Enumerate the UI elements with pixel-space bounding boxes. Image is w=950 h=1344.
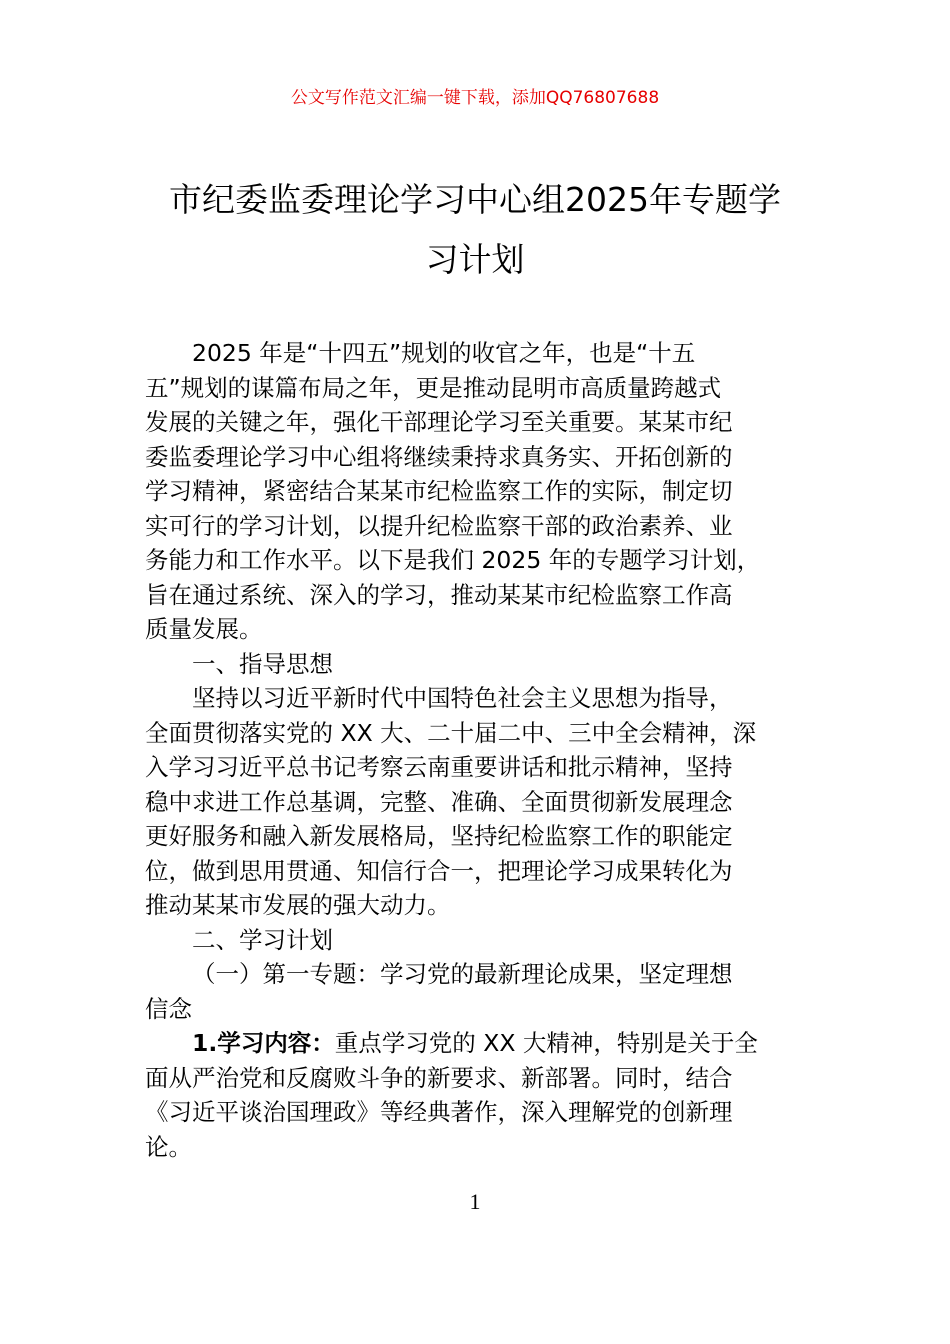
- page-number: 1: [469, 1189, 481, 1214]
- text-line: 《习近平谈治国理政》等经典著作，深入理解党的创新理: [145, 1098, 733, 1126]
- document-title: [0, 170, 950, 290]
- text-line: 稳中求进工作总基调，完整、准确、全面贯彻新发展理念: [145, 787, 733, 816]
- text-line: 2025 年是“十四五”规划的收官之年，也是“十五: [192, 339, 696, 367]
- study-content-paragraph: [145, 1026, 815, 1164]
- text-line: 实可行的学习计划，以提升纪检监察干部的政治素养、业: [145, 511, 733, 540]
- title-line-1: 市纪委监委理论学习中心组2025年专题学: [169, 180, 781, 219]
- heading-text: 一、指导思想: [192, 649, 333, 678]
- text-line: 面从严治党和反腐败斗争的新要求、新部署。同时，结合: [145, 1063, 733, 1092]
- section-heading-guiding-thought: [145, 647, 815, 682]
- text-line: 入学习习近平总书记考察云南重要讲话和批示精神，坚持: [145, 753, 733, 781]
- text-line: 坚持以习近平新时代中国特色社会主义思想为指导，: [192, 684, 733, 712]
- text-line: 信念: [145, 994, 192, 1023]
- text-line: 质量发展。: [145, 615, 263, 643]
- subsection-heading-topic-1: [145, 957, 815, 1026]
- text-line: 委监委理论学习中心组将继续秉持求真务实、开拓创新的: [145, 442, 733, 471]
- section-heading-study-plan: [145, 923, 815, 958]
- text-line: 更好服务和融入新发展格局，坚持纪检监察工作的职能定: [145, 822, 733, 850]
- text-line: [145, 1026, 815, 1061]
- text-line: 位，做到思用贯通、知信行合一，把理论学习成果转化为: [145, 856, 733, 885]
- study-content-label: 1.学习内容：: [192, 1029, 335, 1057]
- text-line: 论。: [145, 1132, 192, 1161]
- text-line: 五”规划的谋篇布局之年，更是推动昆明市高质量跨越式: [145, 373, 722, 402]
- title-line-2: 习计划: [425, 240, 525, 279]
- study-content-text: 重点学习党的 XX 大精神，特别是关于全: [334, 1029, 758, 1057]
- text-line: 全面贯彻落实党的 XX 大、二十届二中、三中全会精神，深: [145, 718, 757, 747]
- text-line: 推动某某市发展的强大动力。: [145, 891, 451, 919]
- text-line: 务能力和工作水平。以下是我们 2025 年的专题学习计划，: [145, 546, 761, 574]
- document-body: [145, 336, 815, 1164]
- heading-text: 二、学习计划: [192, 925, 333, 954]
- text-line: 旨在通过系统、深入的学习，推动某某市纪检监察工作高: [145, 580, 733, 609]
- guiding-thought-paragraph: [145, 681, 815, 923]
- intro-paragraph: [145, 336, 815, 647]
- text-line: （一）第一专题：学习党的最新理论成果，坚定理想: [192, 960, 733, 988]
- header-ad-text: 公文写作范文汇编一键下载，添加QQ76807688: [290, 88, 660, 108]
- text-line: 学习精神，紧密结合某某市纪检监察工作的实际，制定切: [145, 477, 733, 505]
- text-line: 发展的关键之年，强化干部理论学习至关重要。某某市纪: [145, 408, 733, 436]
